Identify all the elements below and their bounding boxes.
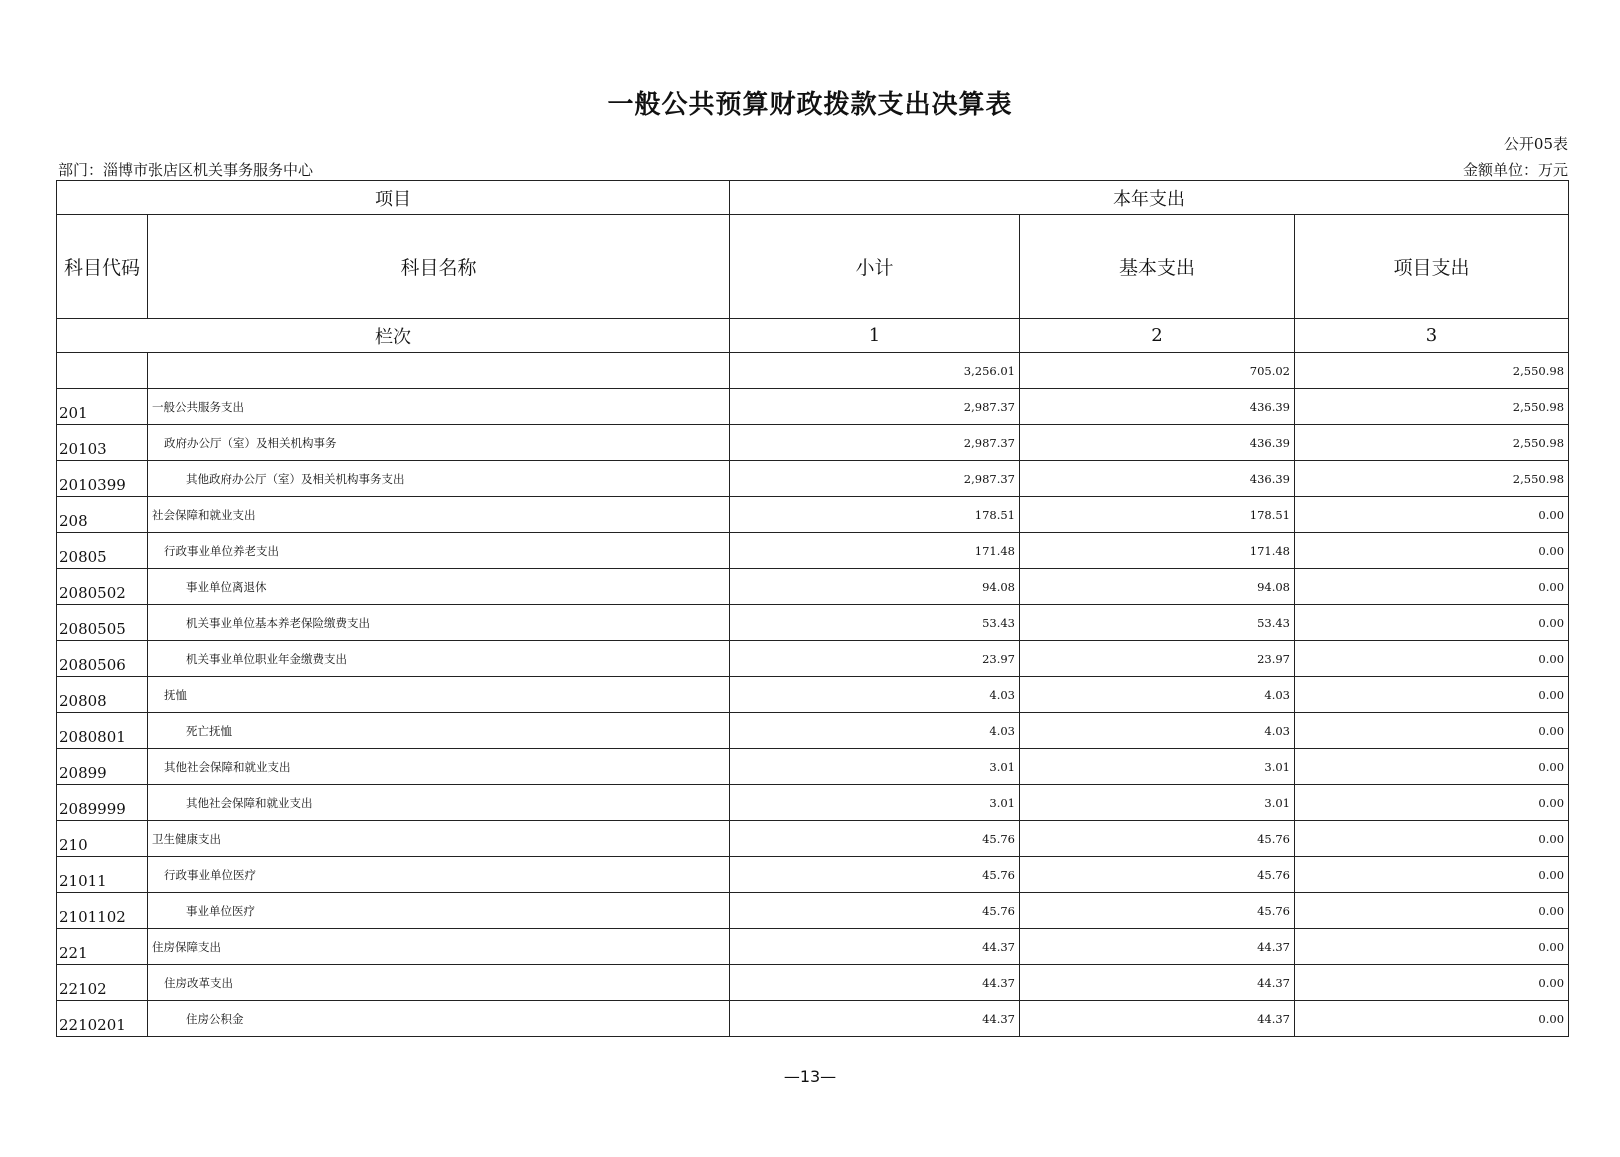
basic-expenditure-cell: 436.39 <box>1020 389 1295 425</box>
subtotal-cell: 4.03 <box>730 677 1020 713</box>
subject-code-cell: 2210201 <box>57 1001 148 1037</box>
subject-name-cell: 死亡抚恤 <box>148 713 730 749</box>
header-subject-name: 科目名称 <box>148 215 730 319</box>
subject-code-cell: 20103 <box>57 425 148 461</box>
subject-name-cell: 卫生健康支出 <box>148 821 730 857</box>
subject-name-cell: 住房保障支出 <box>148 929 730 965</box>
header-row-columns <box>57 215 1569 319</box>
project-expenditure-cell: 2,550.98 <box>1295 389 1569 425</box>
subtotal-cell: 53.43 <box>730 605 1020 641</box>
basic-expenditure-cell: 4.03 <box>1020 677 1295 713</box>
project-expenditure-cell: 0.00 <box>1295 605 1569 641</box>
subject-code-cell: 2080506 <box>57 641 148 677</box>
table-row <box>57 425 1569 461</box>
project-expenditure-cell: 0.00 <box>1295 821 1569 857</box>
basic-expenditure-cell: 178.51 <box>1020 497 1295 533</box>
basic-expenditure-cell: 44.37 <box>1020 965 1295 1001</box>
table-row <box>57 821 1569 857</box>
header-seq-1: 1 <box>730 319 1020 353</box>
basic-expenditure-cell: 44.37 <box>1020 1001 1295 1037</box>
subject-code-cell <box>57 353 148 389</box>
project-expenditure-cell: 0.00 <box>1295 785 1569 821</box>
subject-code-cell: 2010399 <box>57 461 148 497</box>
basic-expenditure-cell: 44.37 <box>1020 929 1295 965</box>
header-column-sequence-label: 栏次 <box>57 319 730 353</box>
subject-code-cell: 20899 <box>57 749 148 785</box>
project-expenditure-cell: 0.00 <box>1295 713 1569 749</box>
table-row <box>57 893 1569 929</box>
subtotal-cell: 4.03 <box>730 713 1020 749</box>
table-row <box>57 569 1569 605</box>
subtotal-cell: 2,987.37 <box>730 461 1020 497</box>
subtotal-cell: 94.08 <box>730 569 1020 605</box>
header-seq-3: 3 <box>1295 319 1569 353</box>
project-expenditure-cell: 0.00 <box>1295 893 1569 929</box>
basic-expenditure-cell: 4.03 <box>1020 713 1295 749</box>
project-expenditure-cell: 0.00 <box>1295 641 1569 677</box>
subject-code-cell: 21011 <box>57 857 148 893</box>
subject-code-cell: 208 <box>57 497 148 533</box>
header-basic-expenditure: 基本支出 <box>1020 215 1295 319</box>
table-row <box>57 389 1569 425</box>
basic-expenditure-cell: 23.97 <box>1020 641 1295 677</box>
project-expenditure-cell: 2,550.98 <box>1295 425 1569 461</box>
basic-expenditure-cell: 45.76 <box>1020 821 1295 857</box>
subject-code-cell: 210 <box>57 821 148 857</box>
project-expenditure-cell: 0.00 <box>1295 857 1569 893</box>
subject-name-cell: 其他社会保障和就业支出 <box>148 749 730 785</box>
header-subject-code: 科目代码 <box>57 215 148 319</box>
basic-expenditure-cell: 3.01 <box>1020 785 1295 821</box>
subject-name-cell: 机关事业单位职业年金缴费支出 <box>148 641 730 677</box>
header-row-group <box>57 181 1569 215</box>
subject-code-cell: 2089999 <box>57 785 148 821</box>
basic-expenditure-cell: 705.02 <box>1020 353 1295 389</box>
subject-code-cell: 201 <box>57 389 148 425</box>
subject-name-cell <box>148 353 730 389</box>
subject-code-cell: 221 <box>57 929 148 965</box>
subject-name-cell: 其他社会保障和就业支出 <box>148 785 730 821</box>
table-row <box>57 1001 1569 1037</box>
project-expenditure-cell: 0.00 <box>1295 677 1569 713</box>
subtotal-cell: 2,987.37 <box>730 425 1020 461</box>
project-expenditure-cell: 0.00 <box>1295 533 1569 569</box>
project-expenditure-cell: 0.00 <box>1295 497 1569 533</box>
basic-expenditure-cell: 436.39 <box>1020 461 1295 497</box>
subtotal-cell: 44.37 <box>730 929 1020 965</box>
subject-name-cell: 抚恤 <box>148 677 730 713</box>
table-row <box>57 677 1569 713</box>
subtotal-cell: 3,256.01 <box>730 353 1020 389</box>
subject-name-cell: 机关事业单位基本养老保险缴费支出 <box>148 605 730 641</box>
subtotal-cell: 44.37 <box>730 1001 1020 1037</box>
table-row <box>57 929 1569 965</box>
page-number: —13— <box>783 1067 837 1086</box>
document-title: 一般公共预算财政拨款支出决算表 <box>607 90 1013 120</box>
table-row <box>57 785 1569 821</box>
table-row <box>57 965 1569 1001</box>
subtotal-cell: 2,987.37 <box>730 389 1020 425</box>
amount-unit-label: 金额单位：万元 <box>1462 161 1568 179</box>
subtotal-cell: 3.01 <box>730 785 1020 821</box>
project-expenditure-cell: 0.00 <box>1295 965 1569 1001</box>
project-expenditure-cell: 0.00 <box>1295 1001 1569 1037</box>
header-current-year-expenditure: 本年支出 <box>730 181 1569 215</box>
basic-expenditure-cell: 45.76 <box>1020 893 1295 929</box>
project-expenditure-cell: 0.00 <box>1295 929 1569 965</box>
table-row <box>57 713 1569 749</box>
table-row <box>57 641 1569 677</box>
subject-name-cell: 政府办公厅（室）及相关机构事务 <box>148 425 730 461</box>
subtotal-cell: 171.48 <box>730 533 1020 569</box>
project-expenditure-cell: 2,550.98 <box>1295 353 1569 389</box>
subject-code-cell: 2101102 <box>57 893 148 929</box>
expenditure-table <box>56 180 1569 1037</box>
subject-code-cell: 2080505 <box>57 605 148 641</box>
subject-code-cell: 20805 <box>57 533 148 569</box>
subject-name-cell: 其他政府办公厅（室）及相关机构事务支出 <box>148 461 730 497</box>
table-row <box>57 605 1569 641</box>
subtotal-cell: 23.97 <box>730 641 1020 677</box>
subtotal-cell: 45.76 <box>730 857 1020 893</box>
subject-name-cell: 住房公积金 <box>148 1001 730 1037</box>
subject-code-cell: 20808 <box>57 677 148 713</box>
basic-expenditure-cell: 94.08 <box>1020 569 1295 605</box>
subject-name-cell: 一般公共服务支出 <box>148 389 730 425</box>
subtotal-cell: 3.01 <box>730 749 1020 785</box>
subject-code-cell: 2080801 <box>57 713 148 749</box>
table-row <box>57 533 1569 569</box>
subtotal-cell: 44.37 <box>730 965 1020 1001</box>
header-project: 项目 <box>57 181 730 215</box>
table-row <box>57 497 1569 533</box>
header-subtotal: 小计 <box>730 215 1020 319</box>
basic-expenditure-cell: 3.01 <box>1020 749 1295 785</box>
subject-code-cell: 2080502 <box>57 569 148 605</box>
subject-name-cell: 行政事业单位医疗 <box>148 857 730 893</box>
project-expenditure-cell: 0.00 <box>1295 749 1569 785</box>
basic-expenditure-cell: 45.76 <box>1020 857 1295 893</box>
table-row <box>57 461 1569 497</box>
project-expenditure-cell: 2,550.98 <box>1295 461 1569 497</box>
department-label: 部门：淄博市张店区机关事务服务中心 <box>58 161 314 179</box>
table-row <box>57 857 1569 893</box>
table-row <box>57 749 1569 785</box>
subtotal-cell: 45.76 <box>730 821 1020 857</box>
subject-name-cell: 行政事业单位养老支出 <box>148 533 730 569</box>
subject-name-cell: 社会保障和就业支出 <box>148 497 730 533</box>
basic-expenditure-cell: 171.48 <box>1020 533 1295 569</box>
project-expenditure-cell: 0.00 <box>1295 569 1569 605</box>
subject-name-cell: 事业单位离退休 <box>148 569 730 605</box>
subject-name-cell: 住房改革支出 <box>148 965 730 1001</box>
form-number: 公开05表 <box>1503 135 1568 153</box>
basic-expenditure-cell: 436.39 <box>1020 425 1295 461</box>
header-row-sequence <box>57 319 1569 353</box>
subtotal-cell: 178.51 <box>730 497 1020 533</box>
basic-expenditure-cell: 53.43 <box>1020 605 1295 641</box>
subject-code-cell: 22102 <box>57 965 148 1001</box>
header-project-expenditure: 项目支出 <box>1295 215 1569 319</box>
header-seq-2: 2 <box>1020 319 1295 353</box>
subtotal-cell: 45.76 <box>730 893 1020 929</box>
table-row <box>57 353 1569 389</box>
subject-name-cell: 事业单位医疗 <box>148 893 730 929</box>
